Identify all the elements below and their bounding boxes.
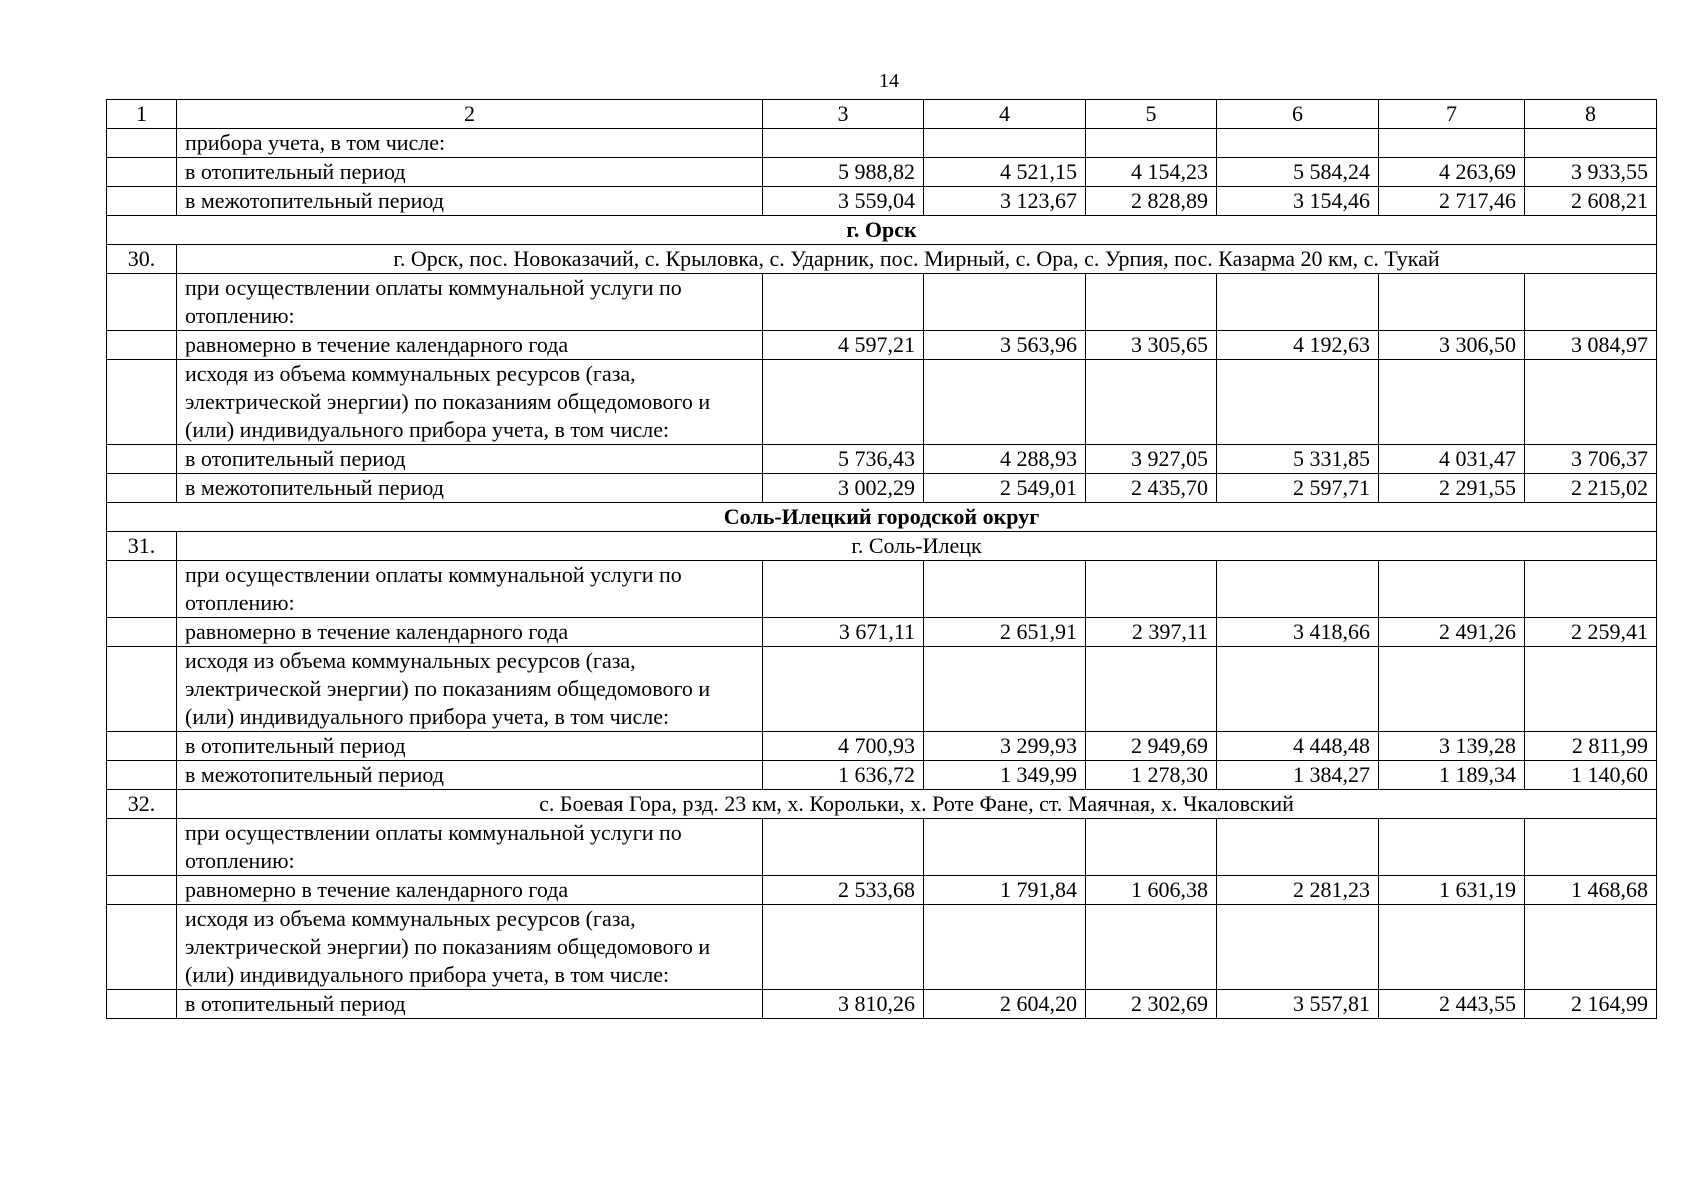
table-body	[107, 100, 1657, 1019]
tariff-value-col-5: 1 606,38	[1086, 876, 1217, 905]
row-description: исходя из объема коммунальных ресурсов (газа, электрической энергии) по показаниям общедомового и (или) индивидуального прибора учета, в том числе:	[177, 905, 763, 990]
tariff-value-col-3: 5 988,82	[763, 158, 924, 187]
tariff-value-col-6: 4 192,63	[1217, 331, 1379, 360]
tariff-value-col-7	[1379, 647, 1525, 732]
tariff-value-col-5: 2 435,70	[1086, 474, 1217, 503]
row-number: 30.	[107, 245, 177, 274]
tariff-value-col-5	[1086, 819, 1217, 876]
tariff-value-col-8: 2 811,99	[1525, 732, 1657, 761]
tariff-value-col-4	[924, 360, 1086, 445]
tariff-value-col-4: 3 563,96	[924, 331, 1086, 360]
tariff-value-col-3: 3 559,04	[763, 187, 924, 216]
row-number-cell	[107, 158, 177, 187]
row-description: в межотопительный период	[177, 187, 763, 216]
tariff-value-col-3: 1 636,72	[763, 761, 924, 790]
settlement-row	[107, 790, 1657, 819]
column-number: 8	[1525, 100, 1657, 129]
row-description: в отопительный период	[177, 732, 763, 761]
region-heading: Соль-Илецкий городской округ	[107, 503, 1657, 532]
table-row	[107, 732, 1657, 761]
tariff-value-col-5: 2 302,69	[1086, 990, 1217, 1019]
tariff-value-col-7: 1 631,19	[1379, 876, 1525, 905]
tariff-value-col-8: 1 468,68	[1525, 876, 1657, 905]
row-description: равномерно в течение календарного года	[177, 876, 763, 905]
table-row	[107, 187, 1657, 216]
tariff-value-col-6: 5 331,85	[1217, 445, 1379, 474]
tariff-value-col-5	[1086, 129, 1217, 158]
tariff-value-col-8: 3 933,55	[1525, 158, 1657, 187]
tariff-value-col-3: 2 533,68	[763, 876, 924, 905]
row-description: в отопительный период	[177, 445, 763, 474]
table-row	[107, 618, 1657, 647]
tariff-value-col-8	[1525, 647, 1657, 732]
tariff-value-col-6: 3 418,66	[1217, 618, 1379, 647]
tariff-value-col-5: 3 305,65	[1086, 331, 1217, 360]
row-description: при осуществлении оплаты коммунальной услуги по отоплению:	[177, 819, 763, 876]
tariff-value-col-8: 2 164,99	[1525, 990, 1657, 1019]
column-number: 6	[1217, 100, 1379, 129]
row-number-cell	[107, 561, 177, 618]
table-row	[107, 474, 1657, 503]
table-row	[107, 445, 1657, 474]
tariff-value-col-8	[1525, 274, 1657, 331]
tariff-value-col-5: 1 278,30	[1086, 761, 1217, 790]
table-row	[107, 331, 1657, 360]
row-number-cell	[107, 819, 177, 876]
tariff-value-col-4	[924, 647, 1086, 732]
row-number-cell	[107, 187, 177, 216]
row-description: при осуществлении оплаты коммунальной услуги по отоплению:	[177, 274, 763, 331]
table-row	[107, 129, 1657, 158]
tariff-value-col-6	[1217, 360, 1379, 445]
tariff-value-col-7	[1379, 129, 1525, 158]
tariff-value-col-5: 3 927,05	[1086, 445, 1217, 474]
row-description: равномерно в течение календарного года	[177, 618, 763, 647]
tariff-value-col-3	[763, 647, 924, 732]
tariff-value-col-3: 5 736,43	[763, 445, 924, 474]
row-number-cell	[107, 445, 177, 474]
column-number: 1	[107, 100, 177, 129]
tariff-value-col-8	[1525, 561, 1657, 618]
region-heading-row	[107, 503, 1657, 532]
table-row	[107, 561, 1657, 618]
tariff-value-col-7: 3 306,50	[1379, 331, 1525, 360]
tariff-value-col-4: 2 549,01	[924, 474, 1086, 503]
tariff-value-col-3: 4 700,93	[763, 732, 924, 761]
tariff-value-col-7	[1379, 360, 1525, 445]
table-row	[107, 761, 1657, 790]
row-number-cell	[107, 360, 177, 445]
row-number-cell	[107, 905, 177, 990]
table-row	[107, 876, 1657, 905]
tariff-value-col-8: 1 140,60	[1525, 761, 1657, 790]
table-row	[107, 647, 1657, 732]
tariff-value-col-7: 4 031,47	[1379, 445, 1525, 474]
row-number: 32.	[107, 790, 177, 819]
tariff-value-col-7	[1379, 905, 1525, 990]
row-description: в межотопительный период	[177, 474, 763, 503]
row-number-cell	[107, 647, 177, 732]
row-number-cell	[107, 876, 177, 905]
tariff-value-col-7	[1379, 274, 1525, 331]
table-row	[107, 274, 1657, 331]
row-number-cell	[107, 732, 177, 761]
tariff-value-col-4	[924, 819, 1086, 876]
tariff-value-col-3: 4 597,21	[763, 331, 924, 360]
tariff-value-col-7: 4 263,69	[1379, 158, 1525, 187]
tariff-value-col-7: 2 717,46	[1379, 187, 1525, 216]
tariff-value-col-6	[1217, 819, 1379, 876]
column-number: 5	[1086, 100, 1217, 129]
tariff-value-col-6: 4 448,48	[1217, 732, 1379, 761]
tariff-value-col-6	[1217, 905, 1379, 990]
tariff-value-col-6	[1217, 274, 1379, 331]
table-row	[107, 990, 1657, 1019]
tariff-value-col-6: 5 584,24	[1217, 158, 1379, 187]
tariff-value-col-4	[924, 905, 1086, 990]
tariff-value-col-8	[1525, 819, 1657, 876]
row-description: равномерно в течение календарного года	[177, 331, 763, 360]
row-number-cell	[107, 274, 177, 331]
tariff-value-col-4: 1 791,84	[924, 876, 1086, 905]
tariff-value-col-4: 3 123,67	[924, 187, 1086, 216]
row-number-cell	[107, 618, 177, 647]
tariff-value-col-5	[1086, 647, 1217, 732]
tariff-value-col-5	[1086, 274, 1217, 331]
tariff-value-col-7: 3 139,28	[1379, 732, 1525, 761]
tariff-value-col-3: 3 810,26	[763, 990, 924, 1019]
settlement-row	[107, 245, 1657, 274]
tariff-value-col-8: 3 084,97	[1525, 331, 1657, 360]
row-number-cell	[107, 331, 177, 360]
tariff-value-col-3	[763, 360, 924, 445]
table-row	[107, 905, 1657, 990]
tariff-value-col-3: 3 671,11	[763, 618, 924, 647]
settlement-name: г. Соль-Илецк	[177, 532, 1657, 561]
tariff-value-col-6: 2 281,23	[1217, 876, 1379, 905]
column-number: 2	[177, 100, 763, 129]
row-number-cell	[107, 129, 177, 158]
tariff-value-col-5	[1086, 360, 1217, 445]
tariff-value-col-5: 2 949,69	[1086, 732, 1217, 761]
tariff-value-col-7: 2 291,55	[1379, 474, 1525, 503]
page-number: 14	[879, 70, 899, 92]
table-row	[107, 360, 1657, 445]
row-description: в межотопительный период	[177, 761, 763, 790]
row-description: при осуществлении оплаты коммунальной услуги по отоплению:	[177, 561, 763, 618]
row-number-cell	[107, 761, 177, 790]
table-row	[107, 158, 1657, 187]
tariff-value-col-3	[763, 129, 924, 158]
settlement-name: г. Орск, пос. Новоказачий, с. Крыловка, с. Ударник, пос. Мирный, с. Ора, с. Урпия, пос. Казарма 20 км, с. Тукай	[177, 245, 1657, 274]
tariff-value-col-8: 3 706,37	[1525, 445, 1657, 474]
tariff-value-col-4: 2 651,91	[924, 618, 1086, 647]
tariff-value-col-7	[1379, 561, 1525, 618]
tariff-value-col-8: 2 259,41	[1525, 618, 1657, 647]
tariff-value-col-6	[1217, 561, 1379, 618]
tariff-value-col-3	[763, 561, 924, 618]
tariff-value-col-6: 1 384,27	[1217, 761, 1379, 790]
tariff-value-col-5: 2 828,89	[1086, 187, 1217, 216]
tariff-value-col-4: 4 288,93	[924, 445, 1086, 474]
tariff-value-col-4	[924, 274, 1086, 331]
tariff-value-col-8	[1525, 360, 1657, 445]
tariff-value-col-8: 2 608,21	[1525, 187, 1657, 216]
row-number-cell	[107, 474, 177, 503]
settlement-row	[107, 532, 1657, 561]
tariff-value-col-3: 3 002,29	[763, 474, 924, 503]
tariff-value-col-7	[1379, 819, 1525, 876]
tariff-value-col-3	[763, 274, 924, 331]
row-number-cell	[107, 990, 177, 1019]
tariff-value-col-5	[1086, 561, 1217, 618]
tariff-value-col-8: 2 215,02	[1525, 474, 1657, 503]
tariff-value-col-8	[1525, 129, 1657, 158]
table-row	[107, 819, 1657, 876]
tariff-value-col-7: 2 491,26	[1379, 618, 1525, 647]
tariff-value-col-3	[763, 819, 924, 876]
tariff-value-col-4: 3 299,93	[924, 732, 1086, 761]
tariff-value-col-4	[924, 561, 1086, 618]
tariff-value-col-4	[924, 129, 1086, 158]
tariff-value-col-6	[1217, 647, 1379, 732]
tariff-value-col-3	[763, 905, 924, 990]
tariff-value-col-5	[1086, 905, 1217, 990]
column-number-row	[107, 100, 1657, 129]
row-description: исходя из объема коммунальных ресурсов (газа, электрической энергии) по показаниям общедомового и (или) индивидуального прибора учета, в том числе:	[177, 360, 763, 445]
row-description: в отопительный период	[177, 990, 763, 1019]
row-description: в отопительный период	[177, 158, 763, 187]
tariff-value-col-4: 4 521,15	[924, 158, 1086, 187]
tariff-value-col-6: 3 557,81	[1217, 990, 1379, 1019]
tariff-value-col-4: 1 349,99	[924, 761, 1086, 790]
row-number: 31.	[107, 532, 177, 561]
region-heading-row	[107, 216, 1657, 245]
column-number: 4	[924, 100, 1086, 129]
column-number: 7	[1379, 100, 1525, 129]
tariff-value-col-6	[1217, 129, 1379, 158]
row-description: прибора учета, в том числе:	[177, 129, 763, 158]
tariff-table	[106, 99, 1657, 1019]
tariff-value-col-5: 2 397,11	[1086, 618, 1217, 647]
settlement-name: с. Боевая Гора, рзд. 23 км, х. Корольки, х. Роте Фане, ст. Маячная, х. Чкаловский	[177, 790, 1657, 819]
tariff-value-col-5: 4 154,23	[1086, 158, 1217, 187]
tariff-value-col-6: 2 597,71	[1217, 474, 1379, 503]
column-number: 3	[763, 100, 924, 129]
region-heading: г. Орск	[107, 216, 1657, 245]
row-description: исходя из объема коммунальных ресурсов (газа, электрической энергии) по показаниям общедомового и (или) индивидуального прибора учета, в том числе:	[177, 647, 763, 732]
tariff-value-col-4: 2 604,20	[924, 990, 1086, 1019]
tariff-value-col-8	[1525, 905, 1657, 990]
tariff-value-col-7: 1 189,34	[1379, 761, 1525, 790]
tariff-value-col-7: 2 443,55	[1379, 990, 1525, 1019]
tariff-value-col-6: 3 154,46	[1217, 187, 1379, 216]
